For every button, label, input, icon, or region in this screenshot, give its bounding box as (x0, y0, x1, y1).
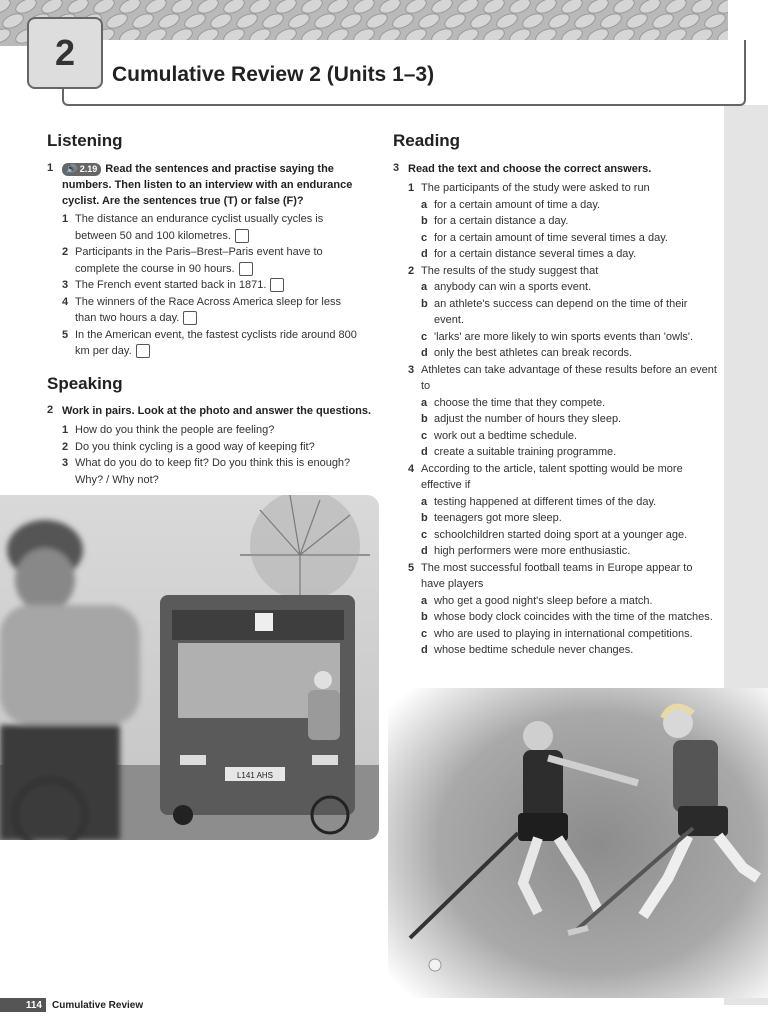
question-item: 5 The most successful football teams in Europe appear to have players (408, 561, 693, 590)
footer-label: Cumulative Review (52, 999, 144, 1011)
listening-heading: Listening (47, 131, 123, 150)
answer-option[interactable]: c for a certain amount of time several times a day. (421, 231, 668, 244)
question-item: 1 The participants of the study were asked to run (408, 182, 650, 194)
speaking-instruction: Work in pairs. Look at the photo and answer the questions. (62, 405, 372, 417)
list-item: 2 Do you think cycling is a good way of keeping fit? (62, 440, 315, 453)
answer-option[interactable]: a anybody can win a sports event. (421, 281, 592, 293)
answer-option[interactable]: c work out a bedtime schedule. (421, 429, 578, 442)
audio-icon: 🔊 (66, 164, 78, 174)
answer-option[interactable]: b for a certain distance a day. (421, 215, 569, 227)
question-item: 4 According to the article, talent spotting would be more effective if (408, 462, 683, 491)
answer-checkbox[interactable] (270, 278, 284, 292)
exercise-number: 2 (47, 404, 54, 416)
page-number: 114 (0, 998, 46, 1012)
speaking-heading: Speaking (47, 374, 123, 393)
answer-option[interactable]: c 'larks' are more likely to win sports events than 'owls'. (421, 330, 694, 343)
list-item: 1 The distance an endurance cyclist usually cycles is between 50 and 100 kilometres. (62, 213, 324, 242)
answer-option[interactable]: c schoolchildren started doing sport at a younger age. (421, 528, 688, 541)
page-footer (0, 998, 143, 1012)
reading-heading: Reading (393, 131, 461, 150)
answer-option[interactable]: a testing happened at different times of the day. (421, 495, 657, 508)
answer-option[interactable]: d create a suitable training programme. (421, 446, 617, 458)
listening-instruction: 🔊 2.19 Read the sentences and practise saying the numbers. Then listen to an interview with an endurance cyclist. Are the sentences true (T) or false (F)? (62, 163, 353, 207)
answer-option[interactable]: d high performers were more enthusiastic. (421, 545, 631, 557)
answer-checkbox[interactable] (183, 311, 197, 325)
page-title: Cumulative Review 2 (Units 1–3) (112, 63, 435, 86)
reading-questions (408, 180, 718, 659)
answer-option[interactable]: c who are used to playing in international competitions. (421, 627, 693, 640)
exercise-number: 3 (393, 162, 400, 174)
question-item: 3 Athletes can take advantage of these results before an event to (408, 363, 717, 392)
answer-option[interactable]: b an athlete's success can depend on the time of their event. (421, 297, 688, 326)
answer-option[interactable]: a choose the time that they compete. (421, 396, 606, 409)
answer-option[interactable]: b adjust the number of hours they sleep. (421, 413, 622, 425)
bus-plate-text: L141 AHS (236, 771, 274, 780)
answer-option[interactable]: d for a certain distance several times a day. (421, 248, 637, 260)
answer-option[interactable]: d whose bedtime schedule never changes. (421, 644, 634, 656)
list-item: 3 What do you do to keep fit? Do you think this is enough? Why? / Why not? (62, 457, 351, 486)
exercise-number: 1 (47, 162, 54, 174)
answer-checkbox[interactable] (136, 344, 150, 358)
speaking-items (62, 422, 367, 488)
hockey-photo (388, 688, 768, 998)
listening-items (62, 211, 362, 360)
list-item: 4 The winners of the Race Across America sleep for less than two hours a day. (62, 295, 341, 324)
answer-checkbox[interactable] (239, 262, 253, 276)
question-item: 2 The results of the study suggest that (408, 264, 599, 277)
answer-option[interactable]: d only the best athletes can break records. (421, 347, 633, 359)
answer-option[interactable]: a for a certain amount of time a day. (421, 198, 601, 211)
answer-option[interactable]: b teenagers got more sleep. (421, 512, 562, 524)
answer-option[interactable]: a who get a good night's sleep before a match. (421, 594, 653, 607)
answer-checkbox[interactable] (235, 229, 249, 243)
audio-track-badge[interactable]: 🔊 2.19 (62, 163, 101, 176)
list-item: 2 Participants in the Paris–Brest–Paris event have to complete the course in 90 hours. (62, 246, 323, 275)
unit-number-badge: 2 (27, 17, 103, 89)
list-item: 5 In the American event, the fastest cyclists ride around 800 km per day. (62, 328, 357, 357)
cyclist-bus-photo (0, 495, 379, 840)
list-item: 1 How do you think the people are feeling? (62, 424, 275, 436)
answer-option[interactable]: b whose body clock coincides with the time of the matches. (421, 611, 713, 623)
reading-instruction: Read the text and choose the correct answers. (408, 163, 652, 175)
list-item: 3 The French event started back in 1871. (62, 277, 362, 294)
